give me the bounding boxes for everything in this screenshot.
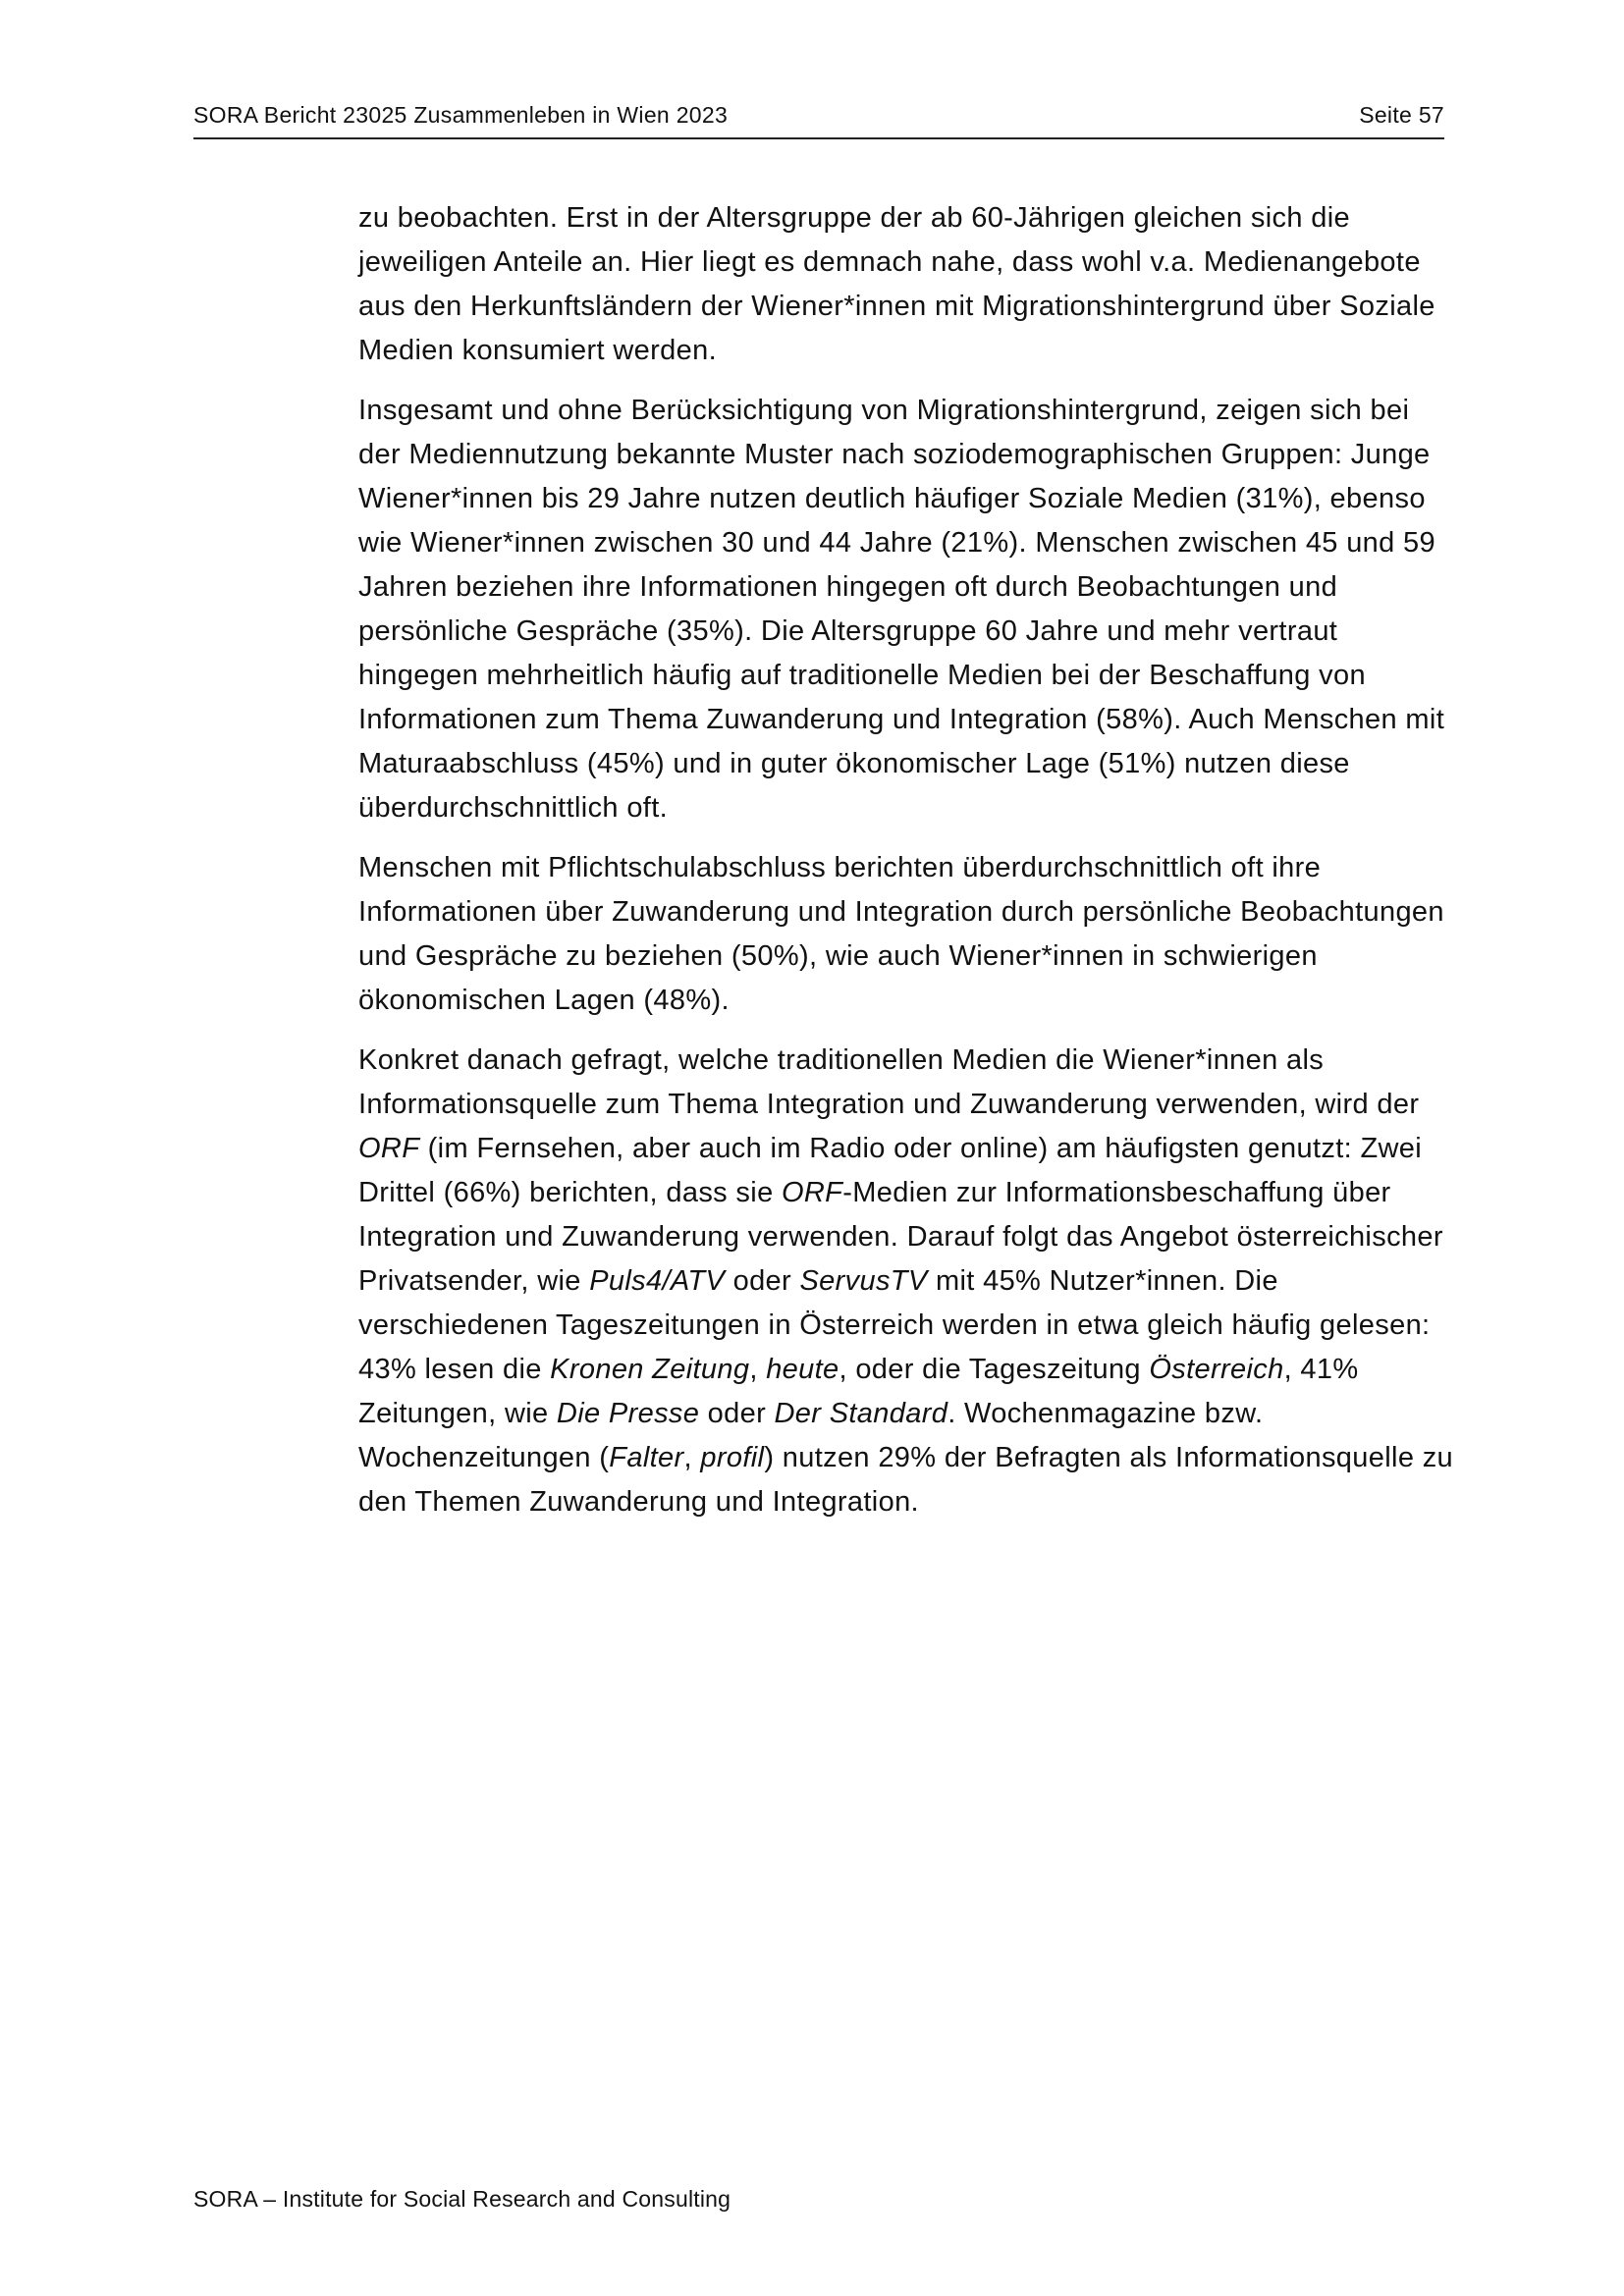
- paragraph-3: Menschen mit Pflichtschulabschluss berichten überdurchschnittlich oft ihre Informationen über Zuwanderung und Integration durch persönliche Beobachtungen und Gespräche zu beziehen (50%), wie auch Wiener*innen in schwierigen ökonomischen Lagen (48%).: [358, 852, 1444, 1016]
- media-name-orf: ORF: [358, 1133, 420, 1164]
- media-name-orf: ORF: [781, 1177, 843, 1208]
- media-name-die-presse: Die Presse: [556, 1398, 700, 1429]
- report-title: SORA Bericht 23025 Zusammenleben in Wien 2023: [193, 102, 729, 128]
- text-run: Konkret danach gefragt, welche traditionellen Medien die Wiener*innen als Informationsquelle zum Thema Integration und Zuwanderung verwenden, wird der: [358, 1044, 1420, 1120]
- media-name-oesterreich: Österreich: [1149, 1354, 1284, 1385]
- media-name-der-standard: Der Standard: [774, 1398, 948, 1429]
- text-run: , 41% Zeitungen, wie: [358, 1354, 1359, 1429]
- text-run: mit 45% Nutzer*innen. Die verschiedenen Tageszeitungen in Österreich werden in etwa gleich häufig gelesen: 43% lesen die: [358, 1265, 1431, 1385]
- media-name-kronen-zeitung: Kronen Zeitung: [550, 1354, 750, 1385]
- media-name-falter: Falter: [609, 1442, 684, 1473]
- media-name-servustv: ServusTV: [799, 1265, 928, 1297]
- paragraph-4: [358, 1039, 1458, 1524]
- text-run: ) nutzen 29% der Befragten als Informationsquelle zu den Themen Zuwanderung und Integration.: [358, 1442, 1454, 1518]
- text-run: ,: [683, 1442, 701, 1473]
- text-run: oder: [725, 1265, 800, 1297]
- media-name-puls4-atv: Puls4/ATV: [589, 1265, 726, 1297]
- text-run: -Medien zur Informationsbeschaffung über Integration und Zuwanderung verwenden. Darauf folgt das Angebot österreichischer Privatsender, wie: [358, 1177, 1443, 1297]
- media-name-profil: profil: [700, 1442, 765, 1473]
- media-name-heute: heute: [766, 1354, 839, 1385]
- paragraph-2: Insgesamt und ohne Berücksichtigung von Migrationshintergrund, zeigen sich bei der Mediennutzung bekannte Muster nach soziodemographischen Gruppen: Junge Wiener*innen bis 29 Jahre nutzen deutlich häufiger Soziale Medien (31%), ebenso wie Wiener*innen zwischen 30 und 44 Jahre (21%). Menschen zwischen 45 und 59 Jahren beziehen ihre Informationen hingegen oft durch Beobachtungen und persönliche Gespräche (35%). Die Altersgruppe 60 Jahre und mehr vertraut hingegen mehrheitlich häufig auf traditionelle Medien bei der Beschaffung von Informationen zum Thema Zuwanderung und Integration (58%). Auch Menschen mit Maturaabschluss (45%) und in guter ökonomischer Lage (51%) nutzen diese überdurchschnittlich oft.: [358, 395, 1445, 824]
- page-header: [193, 102, 1444, 139]
- body-text: [358, 196, 1458, 1540]
- text-run: ,: [749, 1354, 767, 1385]
- text-run: . Wochenmagazine bzw. Wochenzeitungen (: [358, 1398, 1264, 1473]
- page-number: Seite 57: [1359, 102, 1444, 128]
- text-run: oder: [699, 1398, 775, 1429]
- page-footer: SORA – Institute for Social Research and Consulting: [193, 2186, 731, 2212]
- paragraph-1: zu beobachten. Erst in der Altersgruppe der ab 60-Jährigen gleichen sich die jeweiligen Anteile an. Hier liegt es demnach nahe, dass wohl v.a. Medienangebote aus den Herkunftsländern der Wiener*innen mit Migrationshintergrund über Soziale Medien konsumiert werden.: [358, 202, 1435, 366]
- text-run: (im Fernsehen, aber auch im Radio oder online) am häufigsten genutzt: Zwei Drittel (66%) berichten, dass sie: [358, 1133, 1423, 1208]
- text-run: , oder die Tageszeitung: [839, 1354, 1150, 1385]
